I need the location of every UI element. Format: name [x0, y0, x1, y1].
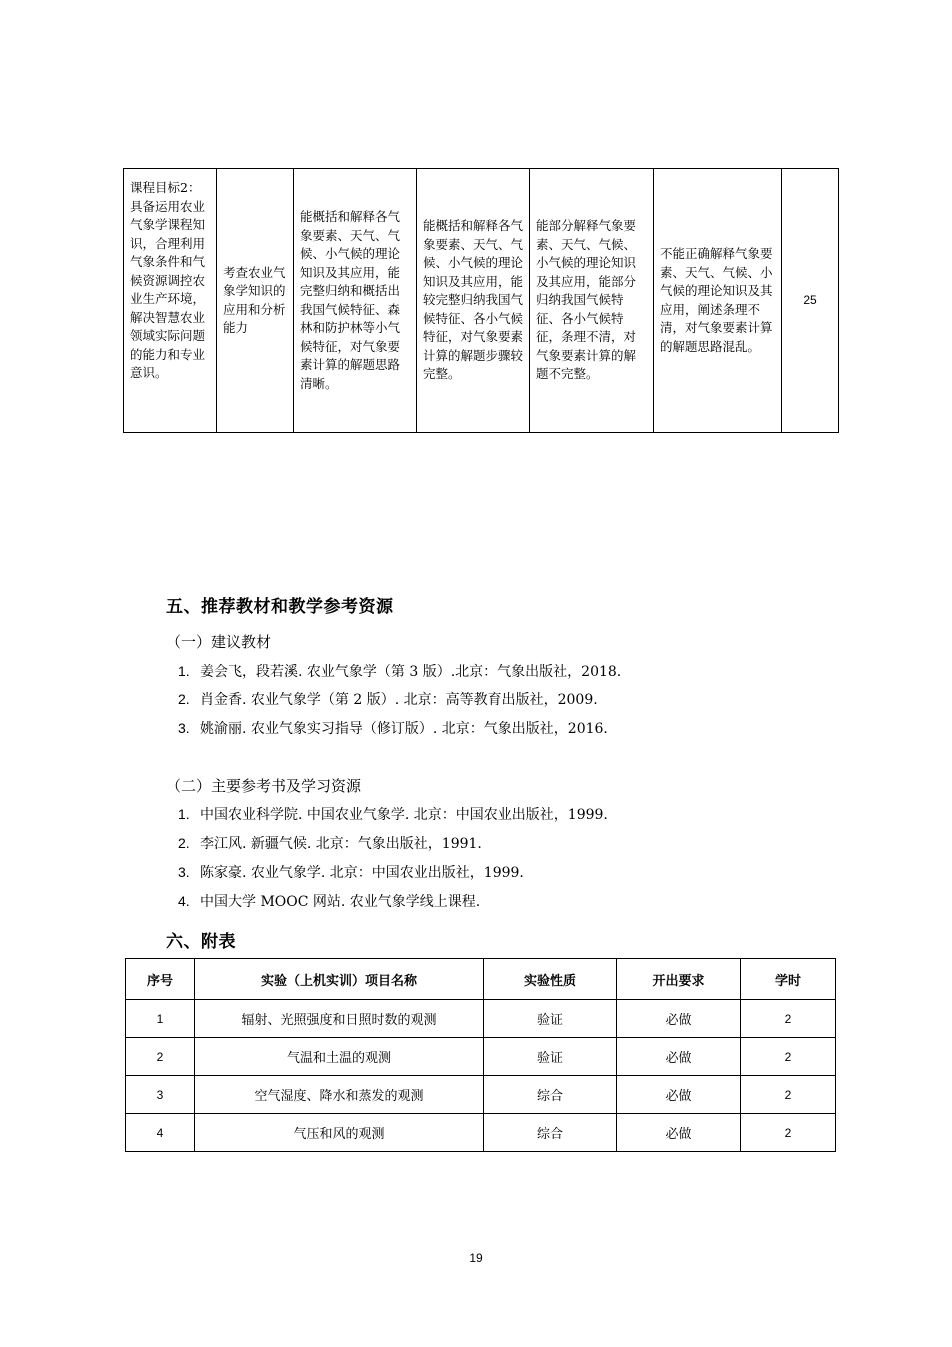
list-text: 陈家豪. 农业气象学. 北京：中国农业出版社，1999.: [200, 865, 524, 881]
table-cell: 必做: [617, 1076, 741, 1114]
section5-sub1-title: （一）建议教材: [166, 633, 272, 651]
rubric-goal-cell: 课程目标2：具备运用农业气象学课程知识，合理利用气象条件和气候资源调控农业生产环境，解决智慧农业领域实际问题的能力和专业意识。: [124, 169, 217, 433]
rubric-table: [123, 168, 839, 433]
list-number: 1.: [178, 806, 190, 822]
textbook-item: [178, 661, 621, 681]
table-cell: 气压和风的观测: [195, 1114, 484, 1152]
list-number: 3.: [178, 864, 190, 880]
table-cell: 2: [741, 1000, 836, 1038]
list-number: 2.: [178, 835, 190, 851]
table-cell: 2: [126, 1038, 195, 1076]
table-cell: 必做: [617, 1038, 741, 1076]
rubric-pass-cell: 能部分解释气象要素、天气、气候、小气候的理论知识及其应用，能部分归纳我国气候特征、各小气候特征，条理不清，对气象要素计算的解题不完整。: [530, 169, 654, 433]
list-number: 4.: [178, 893, 190, 909]
column-header: 序号: [126, 959, 195, 1000]
list-number: 3.: [178, 720, 190, 736]
list-text: 肖金香. 农业气象学（第 2 版）. 北京：高等教育出版社，2009.: [200, 692, 598, 708]
section5-sub2-title: （二）主要参考书及学习资源: [166, 777, 362, 795]
table-cell: 验证: [484, 1000, 617, 1038]
table-cell: 2: [741, 1038, 836, 1076]
list-text: 姚渝丽. 农业气象实习指导（修订版）. 北京：气象出版社，2016.: [200, 721, 608, 737]
section5-title: 五、推荐教材和教学参考资源: [166, 597, 394, 617]
table-cell: 1: [126, 1000, 195, 1038]
reference-item: [178, 833, 482, 853]
table-row: [126, 1038, 836, 1076]
appendix-table: [125, 958, 836, 1152]
table-cell: 辐射、光照强度和日照时数的观测: [195, 1000, 484, 1038]
table-cell: 空气湿度、降水和蒸发的观测: [195, 1076, 484, 1114]
column-header: 学时: [741, 959, 836, 1000]
list-text: 李江风. 新疆气候. 北京：气象出版社，1991.: [200, 836, 482, 852]
table-cell: 综合: [484, 1114, 617, 1152]
rubric-good-cell: 能概括和解释各气象要素、天气、气候、小气候的理论知识及其应用，能较完整归纳我国气候特征、各小气候特征，对气象要素计算的解题步骤较完整。: [417, 169, 530, 433]
reference-item: [178, 891, 480, 911]
rubric-excellent-cell: 能概括和解释各气象要素、天气、气候、小气候的理论知识及其应用，能完整归纳和概括出我国气候特征、森林和防护林等小气候特征，对气象要素计算的解题思路清晰。: [294, 169, 417, 433]
rubric-assessment-cell: 考查农业气象学知识的应用和分析能力: [217, 169, 294, 433]
table-cell: 3: [126, 1076, 195, 1114]
table-row: [126, 1114, 836, 1152]
table-cell: 必做: [617, 1114, 741, 1152]
page-number: 19: [469, 1251, 483, 1265]
rubric-fail-cell: 不能正确解释气象要素、天气、气候、小气候的理论知识及其应用，阐述条理不清，对气象要素计算的解题思路混乱。: [654, 169, 782, 433]
reference-item: [178, 804, 608, 824]
list-text: 中国大学 MOOC 网站. 农业气象学线上课程.: [200, 894, 481, 910]
textbook-item: [178, 718, 608, 738]
column-header: 开出要求: [617, 959, 741, 1000]
rubric-score-cell: 25: [782, 169, 839, 433]
table-cell: 气温和土温的观测: [195, 1038, 484, 1076]
list-text: 中国农业科学院. 中国农业气象学. 北京：中国农业出版社，1999.: [200, 807, 608, 823]
table-cell: 2: [741, 1114, 836, 1152]
table-cell: 2: [741, 1076, 836, 1114]
column-header: 实验性质: [484, 959, 617, 1000]
table-cell: 4: [126, 1114, 195, 1152]
reference-item: [178, 862, 524, 882]
list-number: 2.: [178, 691, 190, 707]
column-header: 实验（上机实训）项目名称: [195, 959, 484, 1000]
rubric-row: [124, 169, 839, 433]
table-cell: 必做: [617, 1000, 741, 1038]
list-text: 姜会飞，段若溪. 农业气象学（第 3 版）.北京：气象出版社，2018.: [200, 664, 622, 680]
section6-title: 六、附表: [166, 932, 236, 952]
table-row: [126, 1076, 836, 1114]
list-number: 1.: [178, 663, 190, 679]
table-cell: 综合: [484, 1076, 617, 1114]
textbook-item: [178, 689, 598, 709]
table-row: [126, 1000, 836, 1038]
table-header-row: [126, 959, 836, 1000]
table-cell: 验证: [484, 1038, 617, 1076]
